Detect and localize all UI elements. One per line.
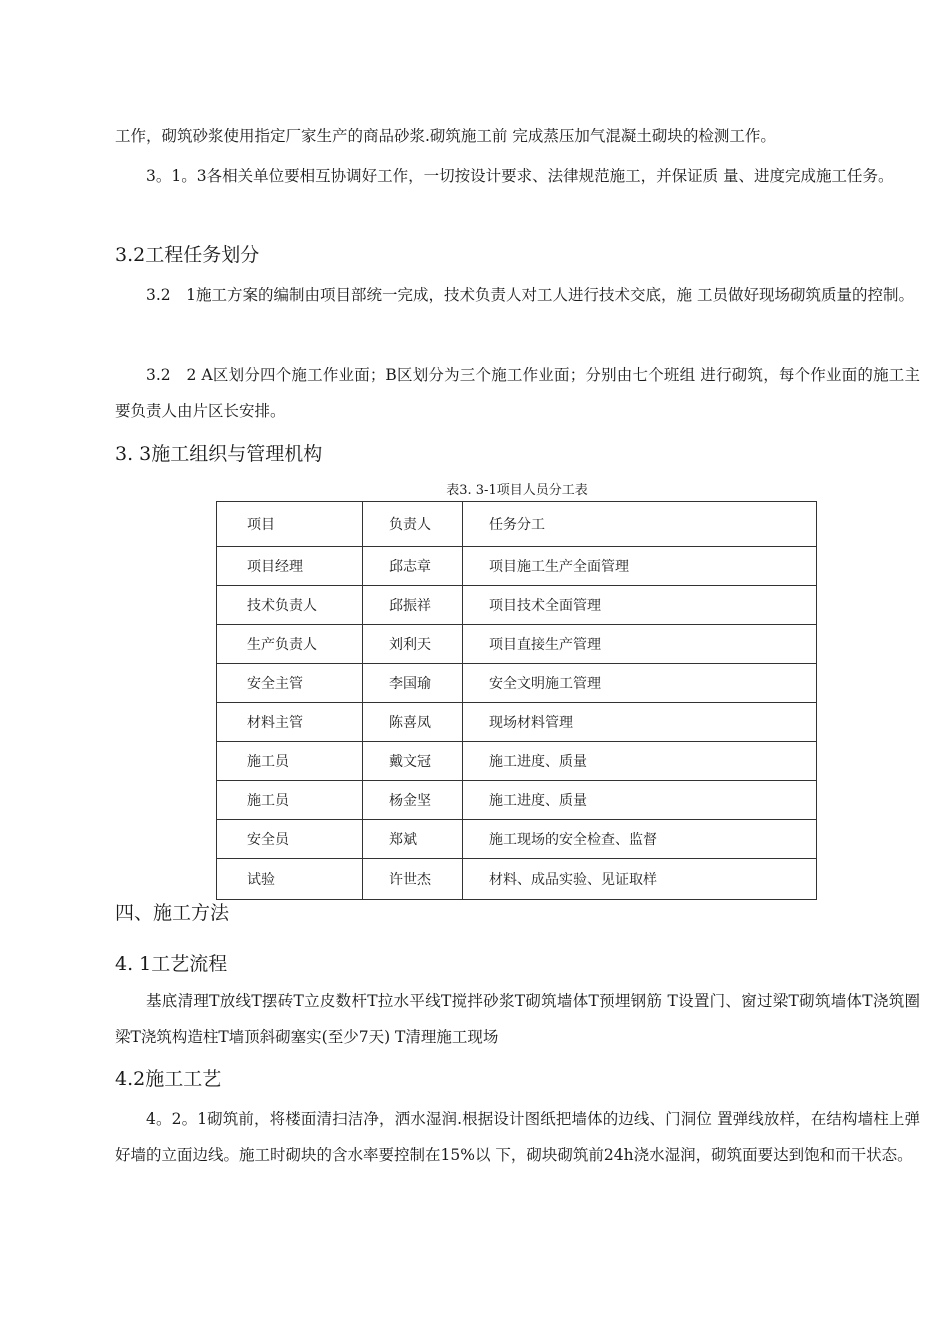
cell-person: 陈喜凤 <box>363 703 463 742</box>
header-item: 项目 <box>217 502 363 547</box>
heading-3-3: 3. 3施工组织与管理机构 <box>115 443 323 465</box>
cell-item: 项目经理 <box>217 547 363 586</box>
paragraph-mortar: 工作，砌筑砂浆使用指定厂家生产的商品砂浆.砌筑施工前 完成蒸压加气混凝土砌块的检测工作。 <box>115 127 776 145</box>
cell-item: 施工员 <box>217 742 363 781</box>
cell-item: 安全员 <box>217 820 363 859</box>
table-row <box>217 625 817 664</box>
cell-task: 项目技术全面管理 <box>463 586 817 625</box>
cell-item: 安全主管 <box>217 664 363 703</box>
cell-person: 戴文冠 <box>363 742 463 781</box>
table-row <box>217 547 817 586</box>
cell-person: 刘利天 <box>363 625 463 664</box>
cell-item: 试验 <box>217 859 363 900</box>
cell-task: 项目直接生产管理 <box>463 625 817 664</box>
paragraph-3-2-1: 3.2 1施工方案的编制由项目部统一完成，技术负责人对工人进行技术交底，施 工员做好现场砌筑质量的控制。 <box>146 286 914 304</box>
cell-person: 郑斌 <box>363 820 463 859</box>
paragraph-3-1-3: 3。1。3各相关单位要相互协调好工作，一切按设计要求、法律规范施工，并保证质 量、进度完成施工任务。 <box>146 167 894 185</box>
cell-item: 施工员 <box>217 781 363 820</box>
table-row <box>217 781 817 820</box>
table-row <box>217 586 817 625</box>
cell-item: 生产负责人 <box>217 625 363 664</box>
cell-person: 李国瑜 <box>363 664 463 703</box>
cell-task: 施工进度、质量 <box>463 781 817 820</box>
cell-person: 邱志章 <box>363 547 463 586</box>
paragraph-process-flow: 基底清理T放线T摆砖T立皮数杆T拉水平线T搅拌砂浆T砌筑墙体T预埋钢筋 T设置门、窗过梁T砌筑墙体T浇筑圈梁T浇筑构造柱T墙顶斜砌塞实(至少7天) T清理施工现场 <box>115 992 920 1046</box>
heading-4: 四、施工方法 <box>115 902 230 924</box>
cell-task: 施工现场的安全检查、监督 <box>463 820 817 859</box>
cell-task: 施工进度、质量 <box>463 742 817 781</box>
cell-person: 杨金坚 <box>363 781 463 820</box>
header-task: 任务分工 <box>463 502 817 547</box>
table-header-row <box>217 502 817 547</box>
cell-item: 技术负责人 <box>217 586 363 625</box>
table-row <box>217 820 817 859</box>
heading-4-2: 4.2施工工艺 <box>115 1068 222 1090</box>
table-caption: 表3. 3-1项目人员分工表 <box>446 483 588 498</box>
cell-item: 材料主管 <box>217 703 363 742</box>
staff-table <box>216 501 817 900</box>
paragraph-4-2-1: 4。2。1砌筑前，将楼面清扫洁净，洒水湿润.根据设计图纸把墙体的边线、门洞位 置弹线放样，在结构墙柱上弹好墙的立面边线。施工时砌块的含水率要控制在15%以 下，砌块砌筑前24h浇水湿润，砌筑面要达到饱和而干状态。 <box>115 1110 920 1164</box>
header-person: 负责人 <box>363 502 463 547</box>
table-row <box>217 742 817 781</box>
table-row <box>217 703 817 742</box>
heading-4-1: 4. 1工艺流程 <box>115 953 228 975</box>
table-row <box>217 664 817 703</box>
cell-task: 项目施工生产全面管理 <box>463 547 817 586</box>
heading-3-2: 3.2工程任务划分 <box>115 244 260 266</box>
cell-task: 安全文明施工管理 <box>463 664 817 703</box>
paragraph-3-2-2: 3.2 2 A区划分四个施工作业面；B区划分为三个施工作业面；分别由七个班组 进行砌筑，每个作业面的施工主要负责人由片区长安排。 <box>115 366 920 420</box>
cell-task: 现场材料管理 <box>463 703 817 742</box>
cell-person: 许世杰 <box>363 859 463 900</box>
cell-person: 邱振祥 <box>363 586 463 625</box>
table-row <box>217 859 817 900</box>
cell-task: 材料、成品实验、见证取样 <box>463 859 817 900</box>
